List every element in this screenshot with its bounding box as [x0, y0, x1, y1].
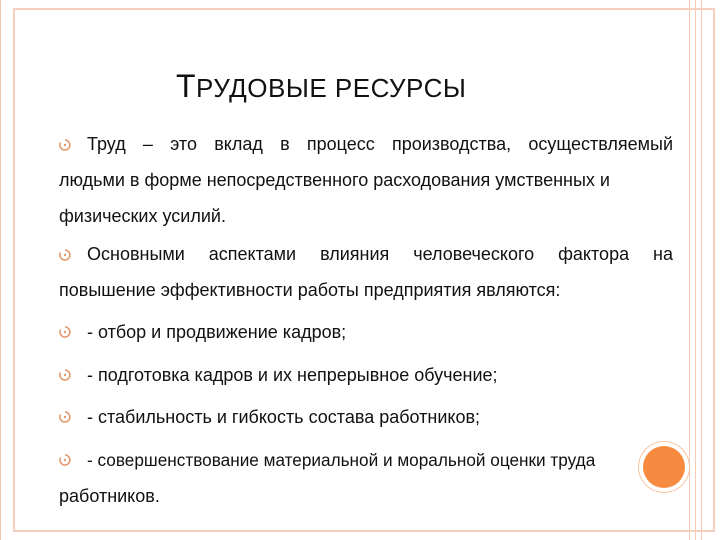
- bullet-icon: [59, 369, 71, 381]
- bullet-icon: [59, 454, 71, 466]
- paragraph-first-line: Основными аспектами влияния человеческого фактора на: [87, 244, 673, 264]
- paragraph-continuation: людьми в форме непосредственного расходования умственных и физических усилий.: [59, 170, 610, 226]
- decorative-line-2: [695, 0, 696, 540]
- bullet-icon: [59, 411, 71, 423]
- title-lead-letter: Т: [176, 68, 197, 104]
- title-text: РУДОВЫЕ РЕСУРСЫ: [196, 73, 467, 103]
- bullet-icon: [59, 326, 71, 338]
- paragraph-first-line: Труд – это вклад в процесс производства, осуществляемый: [87, 134, 673, 154]
- decorative-line-1: [689, 0, 690, 540]
- decorative-orange-circle: [643, 446, 685, 488]
- list-item: - отбор и продвижение кадров;: [87, 322, 347, 342]
- list-item: - стабильность и гибкость состава работников;: [87, 407, 481, 427]
- slide-title: [176, 68, 466, 105]
- list-item: - совершенствование материальной и моральной оценки труда: [87, 450, 596, 470]
- paragraph-human-factor: [59, 236, 673, 308]
- list-item: - подготовка кадров и их непрерывное обучение;: [87, 365, 498, 385]
- list-item-continuation: работников.: [59, 486, 160, 506]
- paragraph-continuation: повышение эффективности работы предприятия являются:: [59, 280, 561, 300]
- decorative-line-3: [701, 0, 702, 540]
- paragraph-labor-definition: [59, 126, 673, 234]
